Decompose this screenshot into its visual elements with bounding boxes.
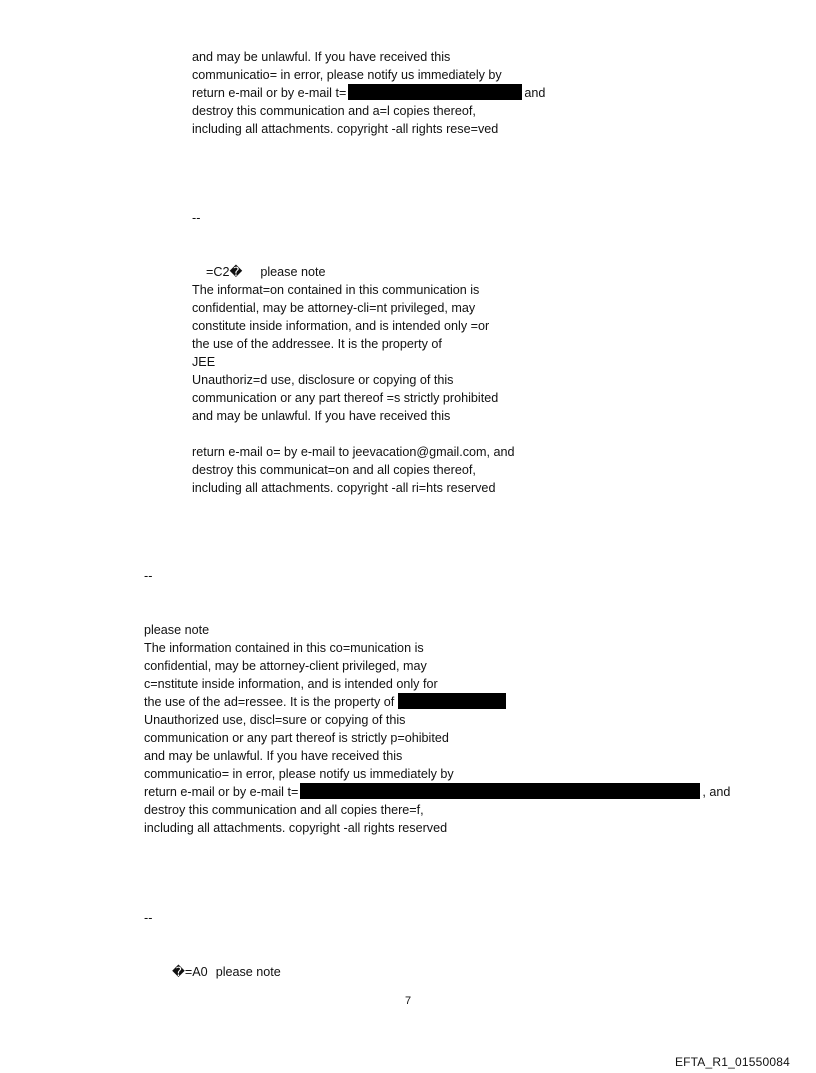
text-line: communicatio= in error, please notify us immediately by [144,767,454,781]
text-line-with-redaction [192,84,545,102]
text-segment: return e-mail or by e-mail t= [192,86,347,100]
redaction-box [348,84,522,100]
redaction-box [398,693,506,709]
note-label: please note [260,265,326,279]
lower-disclaimer-block [144,621,730,837]
text-line: return e-mail o= by e-mail to jeevacation@gmail.com, and [192,445,515,459]
note-heading [158,945,281,999]
text-line: constitute inside information, and is intended only =or [192,319,490,333]
text-line: The information contained in this co=munication is [144,641,424,655]
text-line: c=nstitute inside information, and is intended only for [144,677,438,691]
text-line: destroy this communicat=on and all copies thereof, [192,463,476,477]
text-line: please note [144,623,210,637]
text-line: destroy this communication and a=l copies thereof, [192,104,476,118]
document-id: EFTA_R1_01550084 [674,1055,790,1069]
text-line: communicatio= in error, please notify us immediately by [192,68,502,82]
middle-disclaimer-block [192,281,515,497]
note-label: please note [215,965,281,979]
text-line: and may be unlawful. If you have received this [144,749,403,763]
separator: -- [144,911,153,925]
text-line: confidential, may be attorney-client privileged, may [144,659,427,673]
text-line: and may be unlawful. If you have received this [192,50,451,64]
text-line: including all attachments. copyright -all ri=hts reserved [192,481,496,495]
top-disclaimer-block [192,48,545,138]
page-number: 7 [404,995,412,1007]
encoding-marker: �=A0 [172,965,208,979]
text-line: destroy this communication and all copies there=f, [144,803,424,817]
text-line: Unauthoriz=d use, disclosure or copying of this [192,373,454,387]
text-segment: and [524,86,546,100]
text-line: and may be unlawful. If you have received this [192,409,451,423]
text-segment: return e-mail or by e-mail t= [144,785,299,799]
text-line: Unauthorized use, discl=sure or copying of this [144,713,406,727]
text-line: The informat=on contained in this communication is [192,283,480,297]
text-segment: the use of the ad=ressee. It is the property of [144,695,395,709]
redaction-box [300,783,700,799]
text-line: confidential, may be attorney-cli=nt privileged, may [192,301,476,315]
text-line: including all attachments. copyright -all rights reserved [144,821,448,835]
text-line: the use of the addressee. It is the property of [192,337,442,351]
text-line: including all attachments. copyright -all rights rese=ved [192,122,499,136]
text-line: communication or any part thereof is strictly p=ohibited [144,731,449,745]
blank-line [192,425,515,443]
encoding-marker: =C2� [206,265,243,279]
separator: -- [144,569,153,583]
text-line-with-redaction [144,783,730,801]
text-line-with-redaction [144,693,730,711]
text-line: JEE [192,355,216,369]
separator: -- [192,211,201,225]
text-segment: , and [702,785,731,799]
text-line: communication or any part thereof =s strictly prohibited [192,391,499,405]
